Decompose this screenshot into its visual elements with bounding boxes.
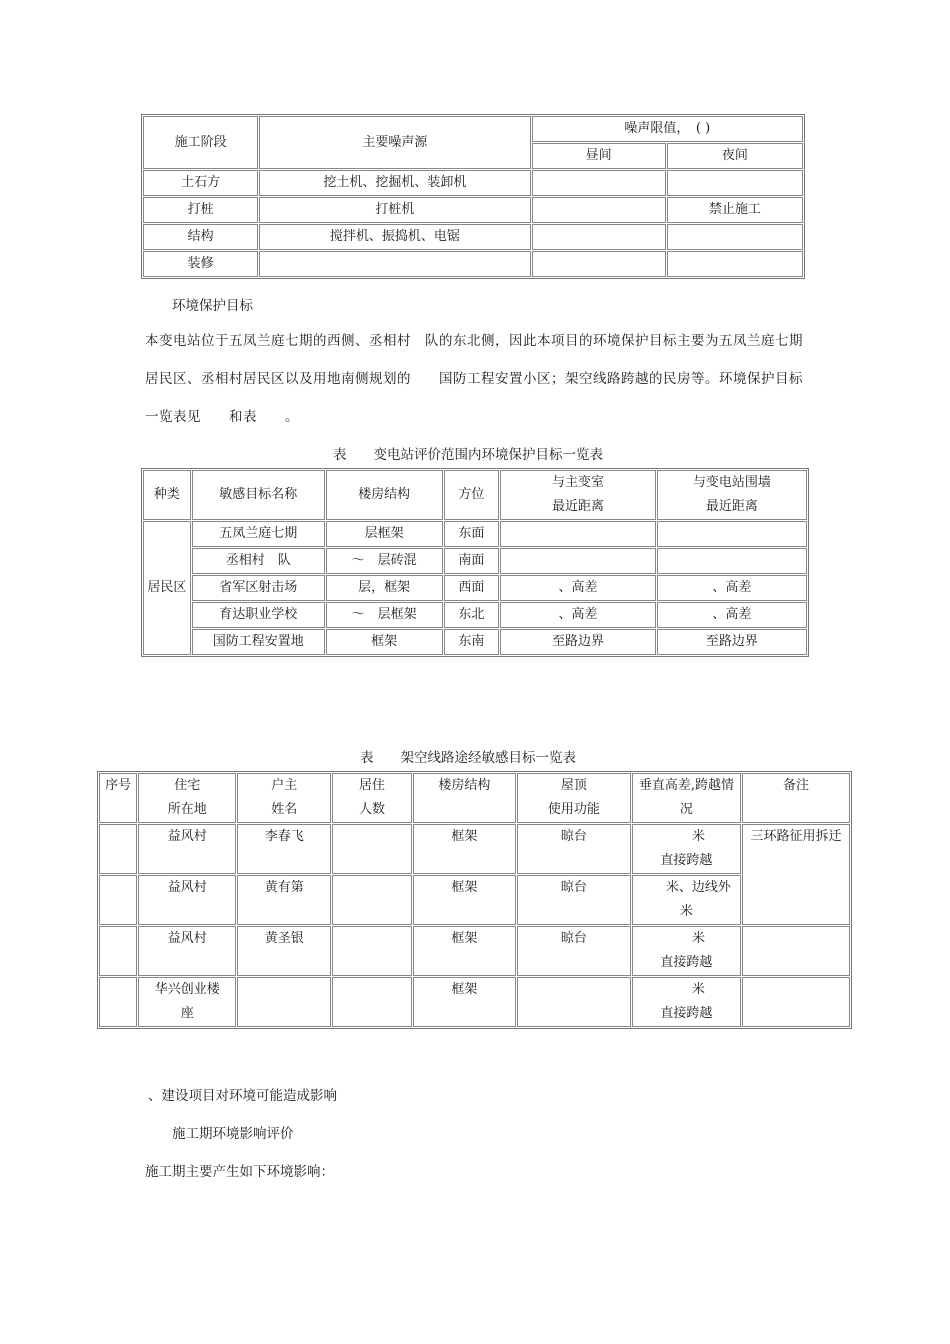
cell-night	[667, 251, 803, 277]
header-dist-wall	[657, 470, 807, 520]
header-vertical	[632, 773, 741, 823]
cell-name: 丞相村 队	[192, 548, 325, 574]
header-vertical-line2: 况	[679, 802, 693, 817]
cell-name: 省军区射击场	[192, 575, 325, 601]
table-row	[143, 575, 807, 601]
cell-note: 三环路征用拆迁	[742, 824, 850, 925]
header-roof-line1: 屋顶	[560, 778, 587, 793]
cell-addr-line2: 座	[180, 1006, 194, 1021]
header-vertical-line1: 垂直高差,跨越情	[638, 778, 734, 793]
cell-source: 搅拌机、振捣机、电锯	[259, 224, 530, 250]
cell-direction: 东面	[444, 521, 500, 547]
table-row	[143, 170, 803, 196]
substation-target-table	[141, 468, 809, 657]
cell-dist-main: 、高差	[500, 575, 655, 601]
header-type: 种类	[143, 470, 191, 520]
header-people	[332, 773, 412, 823]
cell-structure: ～ 层砖混	[326, 548, 443, 574]
cell-stage: 土石方	[143, 170, 258, 196]
cell-direction: 东北	[444, 602, 500, 628]
cell-vertical-line2: 直接跨越	[660, 853, 713, 868]
cell-seq	[99, 824, 137, 874]
cell-night	[667, 224, 803, 250]
cell-vertical	[632, 824, 741, 874]
cell-dist-main: 、高差	[500, 602, 655, 628]
cell-owner	[237, 977, 331, 1027]
table2-caption: 表 变电站评价范围内环境保护目标一览表	[333, 447, 603, 463]
header-roof-line2: 使用功能	[547, 802, 600, 817]
cell-vertical-line1: 米	[691, 931, 705, 946]
cell-seq	[99, 926, 137, 976]
cell-dist-wall: 、高差	[657, 575, 807, 601]
cell-vertical-line2: 直接跨越	[660, 1006, 713, 1021]
cell-dist-wall	[657, 548, 807, 574]
table-row	[143, 197, 803, 223]
cell-structure: 框架	[413, 977, 516, 1027]
cell-direction: 东南	[444, 629, 500, 655]
cell-structure: 框架	[413, 824, 516, 874]
header-people-line2: 人数	[359, 802, 386, 817]
header-dist-main-line1: 与主变室	[552, 475, 605, 490]
cell-vertical-line2: 直接跨越	[660, 955, 713, 970]
table-row	[99, 977, 850, 1027]
header-dist-wall-line2: 最近距离	[705, 499, 758, 514]
cell-seq	[99, 977, 137, 1027]
header-limit: 噪声限值， ( )	[532, 116, 803, 142]
cell-roof	[517, 977, 631, 1027]
cell-day	[532, 224, 666, 250]
cell-addr	[138, 926, 236, 976]
cell-addr-line1: 华兴创业楼	[154, 982, 220, 997]
cell-vertical-line2: 米	[679, 904, 693, 919]
header-owner	[237, 773, 331, 823]
header-addr-line2: 所在地	[167, 802, 207, 817]
cell-addr	[138, 875, 236, 925]
table-row	[99, 926, 850, 976]
header-roof	[517, 773, 631, 823]
table-row	[99, 875, 850, 925]
cell-roof: 晾台	[517, 824, 631, 874]
cell-stage: 结构	[143, 224, 258, 250]
cell-dist-wall: 、高差	[657, 602, 807, 628]
cell-source: 挖土机、挖掘机、装卸机	[259, 170, 530, 196]
table-row	[143, 602, 807, 628]
cell-roof: 晾台	[517, 875, 631, 925]
cell-roof: 晾台	[517, 926, 631, 976]
table-row	[143, 548, 807, 574]
header-structure: 楼房结构	[413, 773, 516, 823]
cell-direction: 西面	[444, 575, 500, 601]
cell-day	[532, 251, 666, 277]
header-seq: 序号	[99, 773, 137, 823]
header-name: 敏感目标名称	[192, 470, 325, 520]
cell-structure: 框架	[413, 926, 516, 976]
paragraph-construction: 施工期主要产生如下环境影响：	[145, 1164, 334, 1180]
cell-dist-main	[500, 521, 655, 547]
cell-day	[532, 197, 666, 223]
cell-structure: ～ 层框架	[326, 602, 443, 628]
cell-vertical-line1: 米	[691, 829, 705, 844]
cell-day	[532, 170, 666, 196]
header-dist-main-line2: 最近距离	[552, 499, 605, 514]
header-source: 主要噪声源	[259, 116, 530, 169]
noise-limit-table	[141, 114, 805, 279]
table-row	[99, 824, 850, 874]
cell-people	[332, 977, 412, 1027]
header-stage: 施工阶段	[143, 116, 258, 169]
cell-dist-main	[500, 548, 655, 574]
cell-owner: 李春飞	[237, 824, 331, 874]
cell-vertical-line1: 米	[691, 982, 705, 997]
cell-vertical-line1: 米、边线外	[665, 880, 731, 895]
cell-vertical	[632, 875, 741, 925]
section-heading-impact: 、建设项目对环境可能造成影响	[148, 1088, 337, 1104]
cell-addr-line1: 益风村	[167, 880, 207, 895]
overhead-line-target-table	[97, 771, 852, 1029]
header-dist-main	[500, 470, 655, 520]
table3-caption: 表 架空线路途经敏感目标一览表	[360, 750, 576, 766]
cell-stage: 打桩	[143, 197, 258, 223]
cell-addr	[138, 824, 236, 874]
cell-owner: 黄有第	[237, 875, 331, 925]
header-direction: 方位	[444, 470, 500, 520]
cell-dist-main: 至路边界	[500, 629, 655, 655]
header-people-line1: 居住	[359, 778, 386, 793]
cell-people	[332, 926, 412, 976]
cell-vertical	[632, 977, 741, 1027]
subsection-heading-construction: 施工期环境影响评价	[172, 1126, 294, 1142]
table-row	[143, 224, 803, 250]
header-note: 备注	[742, 773, 850, 823]
cell-addr-line1: 益风村	[167, 931, 207, 946]
header-addr-line1: 住宅	[174, 778, 201, 793]
cell-addr	[138, 977, 236, 1027]
table-row	[143, 521, 807, 547]
cell-source: 打桩机	[259, 197, 530, 223]
cell-addr-line1: 益风村	[167, 829, 207, 844]
cell-name: 五凤兰庭七期	[192, 521, 325, 547]
cell-structure: 框架	[326, 629, 443, 655]
header-dist-wall-line1: 与变电站围墙	[692, 475, 771, 490]
cell-source	[259, 251, 530, 277]
header-day: 昼间	[532, 143, 666, 169]
cell-structure: 框架	[413, 875, 516, 925]
cell-people	[332, 824, 412, 874]
cell-stage: 装修	[143, 251, 258, 277]
cell-structure: 层，框架	[326, 575, 443, 601]
cell-name: 育达职业学校	[192, 602, 325, 628]
cell-night: 禁止施工	[667, 197, 803, 223]
cell-dist-wall: 至路边界	[657, 629, 807, 655]
cell-group: 居民区	[143, 521, 191, 655]
header-owner-line2: 姓名	[271, 802, 298, 817]
header-owner-line1: 户主	[271, 778, 298, 793]
header-night: 夜间	[667, 143, 803, 169]
table-row	[143, 251, 803, 277]
cell-dist-wall	[657, 521, 807, 547]
section-heading-env-target: 环境保护目标	[172, 298, 253, 314]
cell-note-empty	[742, 977, 850, 1027]
cell-note-empty	[742, 926, 850, 976]
cell-direction: 南面	[444, 548, 500, 574]
table-row	[143, 629, 807, 655]
header-structure: 楼房结构	[326, 470, 443, 520]
cell-night	[667, 170, 803, 196]
cell-vertical	[632, 926, 741, 976]
cell-owner: 黄圣银	[237, 926, 331, 976]
cell-people	[332, 875, 412, 925]
paragraph-env-target: 本变电站位于五凤兰庭七期的西侧、丞相村 队的东北侧，因此本项目的环境保护目标主要为五凤兰庭七期居民区、丞相村居民区以及用地南侧规划的 国防工程安置小区；架空线路跨越的民房等。环境保护目标一览表见 和表 。	[145, 333, 803, 425]
cell-structure: 层框架	[326, 521, 443, 547]
cell-seq	[99, 875, 137, 925]
header-addr	[138, 773, 236, 823]
cell-name: 国防工程安置地	[192, 629, 325, 655]
